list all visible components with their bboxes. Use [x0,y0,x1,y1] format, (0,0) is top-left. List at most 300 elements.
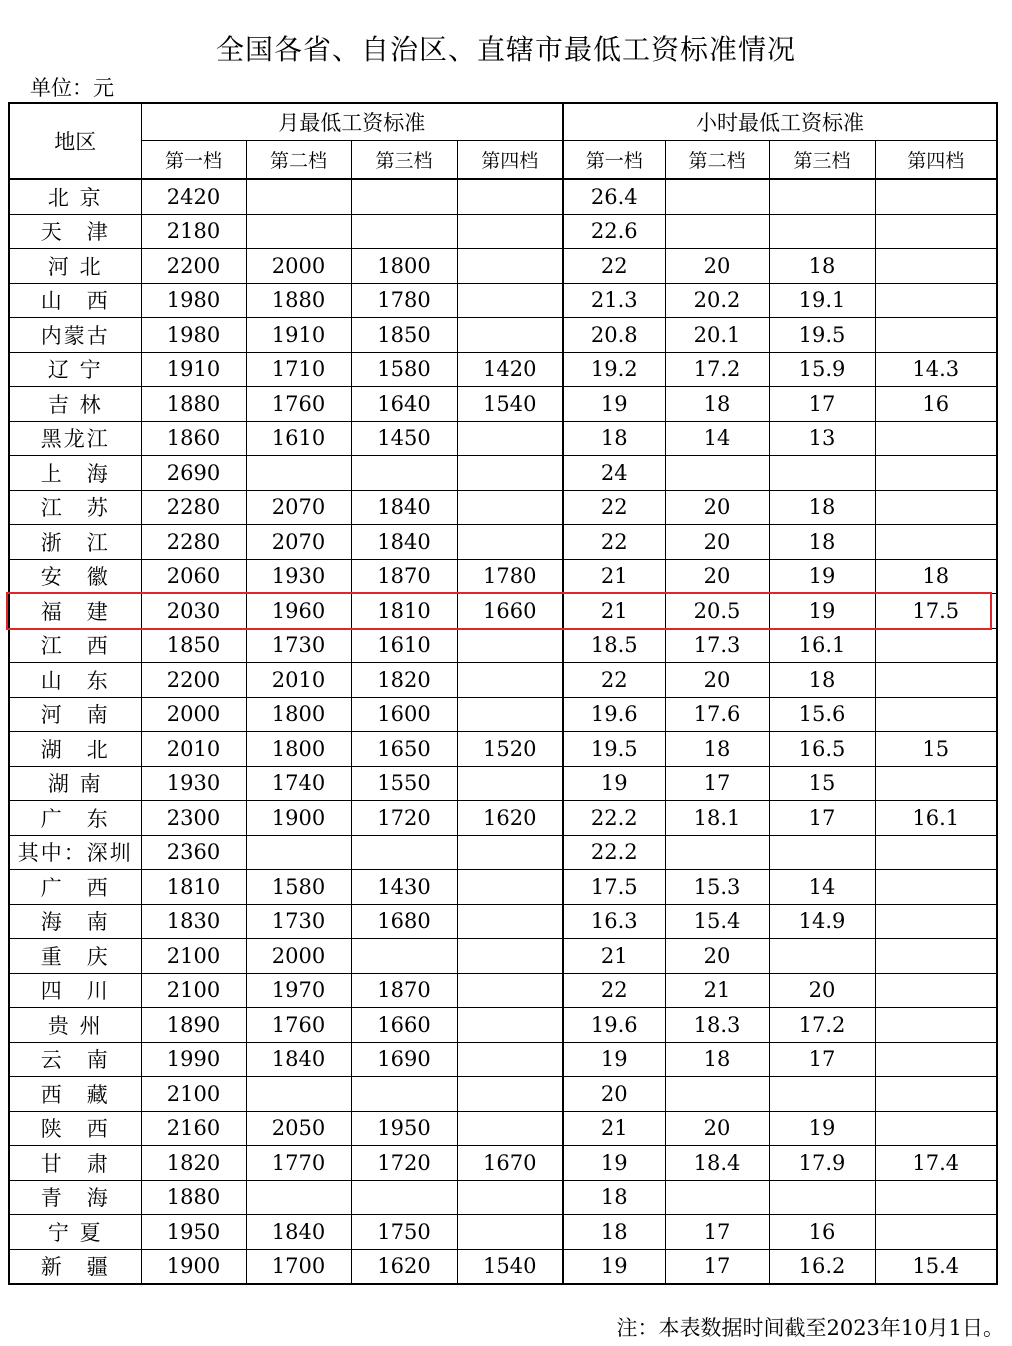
monthly-tier-4-cell [457,904,563,939]
hourly-tier-3-cell: 15 [769,766,875,801]
region-cell: 云 南 [9,1042,141,1077]
table-row [9,870,997,905]
region-cell: 宁 夏 [9,1215,141,1250]
monthly-tier-2-header: 第二档 [246,141,351,180]
hourly-tier-1-header: 第一档 [563,141,665,180]
hourly-tier-3-cell: 19.5 [769,318,875,353]
monthly-tier-3-cell: 1690 [351,1042,457,1077]
region-cell: 四 川 [9,973,141,1008]
hourly-tier-3-cell: 16.2 [769,1249,875,1284]
monthly-tier-1-cell: 1980 [141,283,246,318]
hourly-tier-2-cell [665,1180,769,1215]
hourly-tier-4-cell [875,249,997,284]
hourly-tier-3-cell: 20 [769,973,875,1008]
table-row [9,732,997,767]
monthly-tier-2-cell: 1770 [246,1146,351,1181]
region-cell: 青 海 [9,1180,141,1215]
monthly-tier-3-cell: 1850 [351,318,457,353]
hourly-tier-4-cell: 15 [875,732,997,767]
monthly-tier-3-cell [351,835,457,870]
hourly-tier-3-cell: 19 [769,559,875,594]
table-row [9,249,997,284]
monthly-tier-2-cell: 2050 [246,1111,351,1146]
hourly-tier-2-cell: 20 [665,525,769,560]
monthly-tier-4-cell [457,870,563,905]
hourly-tier-4-cell [875,1077,997,1112]
hourly-tier-1-cell: 19 [563,1042,665,1077]
hourly-tier-1-cell: 19.6 [563,697,665,732]
monthly-tier-4-cell: 1620 [457,801,563,836]
hourly-tier-1-cell: 21.3 [563,283,665,318]
hourly-tier-2-cell: 20 [665,249,769,284]
monthly-tier-1-cell: 2010 [141,732,246,767]
monthly-tier-2-cell: 1800 [246,732,351,767]
monthly-tier-1-cell: 2300 [141,801,246,836]
hourly-tier-3-cell: 13 [769,421,875,456]
hourly-tier-2-cell [665,1077,769,1112]
monthly-tier-4-cell [457,1111,563,1146]
monthly-tier-2-cell [246,1077,351,1112]
hourly-tier-1-cell: 21 [563,1111,665,1146]
monthly-tier-2-cell: 1930 [246,559,351,594]
region-cell: 北 京 [9,179,141,214]
region-cell: 安 徽 [9,559,141,594]
monthly-tier-1-cell: 1880 [141,387,246,422]
monthly-tier-3-header: 第三档 [351,141,457,180]
table-row [9,835,997,870]
monthly-tier-3-cell: 1870 [351,559,457,594]
hourly-group-header: 小时最低工资标准 [563,103,997,141]
monthly-tier-3-cell: 1870 [351,973,457,1008]
hourly-tier-2-cell: 18.3 [665,1008,769,1043]
monthly-tier-2-cell [246,835,351,870]
hourly-tier-3-cell: 14.9 [769,904,875,939]
monthly-tier-1-cell: 1980 [141,318,246,353]
region-cell: 山 东 [9,663,141,698]
monthly-tier-1-cell: 2420 [141,179,246,214]
hourly-tier-4-cell [875,1042,997,1077]
hourly-tier-4-cell [875,1111,997,1146]
hourly-tier-1-cell: 20.8 [563,318,665,353]
table-row [9,697,997,732]
hourly-tier-1-cell: 19.2 [563,352,665,387]
hourly-tier-1-cell: 19 [563,766,665,801]
monthly-tier-4-cell [457,973,563,1008]
hourly-tier-1-cell: 24 [563,456,665,491]
hourly-tier-2-cell: 20.2 [665,283,769,318]
hourly-tier-1-cell: 18.5 [563,628,665,663]
monthly-tier-4-cell [457,1180,563,1215]
hourly-tier-2-cell: 18.4 [665,1146,769,1181]
monthly-tier-2-cell [246,456,351,491]
monthly-tier-3-cell: 1720 [351,1146,457,1181]
hourly-tier-3-cell: 17.2 [769,1008,875,1043]
monthly-tier-2-cell: 1580 [246,870,351,905]
region-cell: 甘 肃 [9,1146,141,1181]
hourly-tier-2-cell: 18 [665,732,769,767]
monthly-tier-3-cell [351,1180,457,1215]
monthly-tier-3-cell: 1800 [351,249,457,284]
hourly-tier-4-cell [875,697,997,732]
monthly-tier-3-cell [351,939,457,974]
monthly-tier-3-cell: 1720 [351,801,457,836]
monthly-tier-4-cell [457,421,563,456]
monthly-tier-1-cell: 1900 [141,1249,246,1284]
monthly-tier-3-cell: 1620 [351,1249,457,1284]
monthly-tier-3-cell: 1580 [351,352,457,387]
monthly-tier-1-cell: 2200 [141,663,246,698]
hourly-tier-3-cell [769,179,875,214]
region-cell: 福 建 [9,594,141,629]
region-cell: 西 藏 [9,1077,141,1112]
monthly-tier-4-cell: 1540 [457,387,563,422]
hourly-tier-3-cell: 17.9 [769,1146,875,1181]
monthly-tier-4-cell [457,939,563,974]
hourly-tier-1-cell: 22.2 [563,835,665,870]
monthly-tier-3-cell: 1680 [351,904,457,939]
region-cell: 新 疆 [9,1249,141,1284]
hourly-tier-3-cell [769,456,875,491]
monthly-tier-1-cell: 1950 [141,1215,246,1250]
table-row [9,559,997,594]
monthly-tier-4-cell: 1520 [457,732,563,767]
table-row [9,387,997,422]
footnote: 注：本表数据时间截至2023年10月1日。 [616,1316,1004,1340]
hourly-tier-1-cell: 19.6 [563,1008,665,1043]
hourly-tier-4-cell [875,663,997,698]
hourly-tier-1-cell: 18 [563,1215,665,1250]
monthly-tier-3-cell: 1610 [351,628,457,663]
unit-label: 单位：元 [30,76,114,100]
hourly-tier-4-cell [875,835,997,870]
monthly-tier-4-cell: 1670 [457,1146,563,1181]
region-cell: 山 西 [9,283,141,318]
monthly-tier-2-cell: 1740 [246,766,351,801]
hourly-tier-2-cell: 21 [665,973,769,1008]
monthly-tier-4-cell [457,490,563,525]
hourly-tier-1-cell: 20 [563,1077,665,1112]
monthly-tier-1-cell: 2100 [141,973,246,1008]
monthly-tier-3-cell: 1600 [351,697,457,732]
monthly-tier-4-cell [457,628,563,663]
table-row [9,525,997,560]
hourly-tier-4-cell [875,179,997,214]
hourly-tier-3-cell: 15.9 [769,352,875,387]
table-row [9,1146,997,1181]
region-cell: 湖 南 [9,766,141,801]
hourly-tier-3-cell: 16.5 [769,732,875,767]
monthly-tier-2-cell: 1840 [246,1042,351,1077]
region-column-header: 地区 [9,103,141,179]
hourly-tier-2-cell [665,214,769,249]
monthly-tier-1-cell: 2060 [141,559,246,594]
hourly-tier-3-cell: 15.6 [769,697,875,732]
monthly-tier-3-cell [351,179,457,214]
hourly-tier-4-cell [875,1180,997,1215]
monthly-tier-3-cell: 1780 [351,283,457,318]
minimum-wage-table [8,102,998,1285]
monthly-tier-2-cell: 1730 [246,904,351,939]
monthly-tier-3-cell: 1650 [351,732,457,767]
hourly-tier-4-cell: 16 [875,387,997,422]
monthly-tier-1-cell: 1930 [141,766,246,801]
region-cell: 黑龙江 [9,421,141,456]
hourly-tier-4-cell [875,973,997,1008]
monthly-tier-3-cell: 1950 [351,1111,457,1146]
monthly-tier-1-cell: 2100 [141,1077,246,1112]
monthly-tier-2-cell: 1800 [246,697,351,732]
hourly-tier-4-cell [875,456,997,491]
monthly-tier-4-cell: 1780 [457,559,563,594]
monthly-tier-4-cell: 1660 [457,594,563,629]
monthly-tier-1-cell: 2360 [141,835,246,870]
monthly-tier-3-cell: 1550 [351,766,457,801]
hourly-tier-4-header: 第四档 [875,141,997,180]
table-row [9,594,997,629]
hourly-tier-4-cell [875,214,997,249]
hourly-tier-3-cell: 14 [769,870,875,905]
table-row [9,283,997,318]
hourly-tier-1-cell: 18 [563,1180,665,1215]
hourly-tier-4-cell: 16.1 [875,801,997,836]
table-row [9,352,997,387]
hourly-tier-2-cell: 15.3 [665,870,769,905]
hourly-tier-1-cell: 19 [563,1249,665,1284]
hourly-tier-2-cell: 20 [665,663,769,698]
region-cell: 陕 西 [9,1111,141,1146]
hourly-tier-4-cell [875,766,997,801]
hourly-tier-3-cell: 18 [769,525,875,560]
hourly-tier-1-cell: 19.5 [563,732,665,767]
region-cell: 吉 林 [9,387,141,422]
monthly-tier-2-cell: 1840 [246,1215,351,1250]
hourly-tier-3-cell [769,1180,875,1215]
monthly-tier-1-cell: 2160 [141,1111,246,1146]
hourly-tier-2-cell: 20.5 [665,594,769,629]
hourly-tier-2-cell: 20 [665,490,769,525]
table-row [9,904,997,939]
monthly-tier-3-cell: 1450 [351,421,457,456]
table-row [9,973,997,1008]
hourly-tier-4-cell [875,525,997,560]
hourly-tier-2-cell: 20 [665,939,769,974]
hourly-tier-1-cell: 22.6 [563,214,665,249]
monthly-tier-1-cell: 2280 [141,490,246,525]
region-cell: 重 庆 [9,939,141,974]
monthly-tier-4-cell [457,835,563,870]
region-cell: 广 东 [9,801,141,836]
region-cell: 海 南 [9,904,141,939]
monthly-tier-1-cell: 2180 [141,214,246,249]
monthly-tier-2-cell: 1700 [246,1249,351,1284]
monthly-tier-2-cell: 1880 [246,283,351,318]
monthly-tier-1-cell: 1880 [141,1180,246,1215]
hourly-tier-4-cell [875,421,997,456]
hourly-tier-1-cell: 18 [563,421,665,456]
monthly-tier-1-cell: 1810 [141,870,246,905]
hourly-tier-1-cell: 22 [563,490,665,525]
hourly-tier-1-cell: 22 [563,249,665,284]
hourly-tier-1-cell: 19 [563,1146,665,1181]
hourly-tier-2-cell [665,835,769,870]
monthly-tier-4-cell [457,179,563,214]
monthly-group-header: 月最低工资标准 [141,103,563,141]
hourly-tier-4-cell [875,939,997,974]
monthly-tier-2-cell: 1970 [246,973,351,1008]
hourly-tier-1-cell: 22 [563,525,665,560]
region-cell: 天 津 [9,214,141,249]
hourly-tier-4-cell: 18 [875,559,997,594]
hourly-tier-4-cell: 17.4 [875,1146,997,1181]
monthly-tier-3-cell: 1810 [351,594,457,629]
hourly-tier-4-cell [875,870,997,905]
hourly-tier-4-cell: 15.4 [875,1249,997,1284]
monthly-tier-4-cell [457,766,563,801]
table-row [9,628,997,663]
monthly-tier-1-cell: 1990 [141,1042,246,1077]
region-cell: 上 海 [9,456,141,491]
monthly-tier-4-cell [457,1215,563,1250]
table-row [9,1042,997,1077]
hourly-tier-3-header: 第三档 [769,141,875,180]
hourly-tier-2-cell: 17 [665,766,769,801]
table-row [9,1077,997,1112]
monthly-tier-3-cell: 1640 [351,387,457,422]
monthly-tier-4-cell [457,283,563,318]
monthly-tier-3-cell: 1750 [351,1215,457,1250]
hourly-tier-2-cell: 17.3 [665,628,769,663]
hourly-tier-1-cell: 22 [563,663,665,698]
region-cell: 江 西 [9,628,141,663]
table-row [9,1008,997,1043]
monthly-tier-1-cell: 2690 [141,456,246,491]
hourly-tier-2-cell: 17 [665,1215,769,1250]
monthly-tier-3-cell: 1840 [351,525,457,560]
monthly-tier-4-cell [457,456,563,491]
region-cell: 内蒙古 [9,318,141,353]
monthly-tier-1-cell: 1830 [141,904,246,939]
hourly-tier-3-cell: 19 [769,594,875,629]
monthly-tier-3-cell: 1430 [351,870,457,905]
monthly-tier-2-cell: 1760 [246,387,351,422]
table-row [9,663,997,698]
hourly-tier-2-cell [665,456,769,491]
region-cell: 其中：深圳 [9,835,141,870]
hourly-tier-4-cell [875,1008,997,1043]
hourly-tier-4-cell [875,904,997,939]
hourly-tier-1-cell: 26.4 [563,179,665,214]
hourly-tier-3-cell: 17 [769,1042,875,1077]
table-row [9,456,997,491]
hourly-tier-2-cell: 18 [665,1042,769,1077]
monthly-tier-4-cell: 1420 [457,352,563,387]
monthly-tier-4-cell [457,1042,563,1077]
monthly-tier-2-cell: 1910 [246,318,351,353]
hourly-tier-1-cell: 22 [563,973,665,1008]
monthly-tier-4-cell [457,318,563,353]
hourly-tier-2-cell: 15.4 [665,904,769,939]
monthly-tier-4-cell [457,1077,563,1112]
region-cell: 河 北 [9,249,141,284]
monthly-tier-4-cell [457,697,563,732]
region-cell: 湖 北 [9,732,141,767]
monthly-tier-1-cell: 2000 [141,697,246,732]
table-row [9,939,997,974]
hourly-tier-4-cell: 17.5 [875,594,997,629]
hourly-tier-2-cell: 18 [665,387,769,422]
monthly-tier-2-cell: 1900 [246,801,351,836]
hourly-tier-3-cell [769,939,875,974]
monthly-tier-3-cell [351,214,457,249]
hourly-tier-3-cell: 19 [769,1111,875,1146]
monthly-tier-4-header: 第四档 [457,141,563,180]
monthly-tier-4-cell [457,525,563,560]
hourly-tier-1-cell: 16.3 [563,904,665,939]
hourly-tier-4-cell [875,628,997,663]
monthly-tier-3-cell [351,456,457,491]
table-row [9,1215,997,1250]
hourly-tier-3-cell: 16 [769,1215,875,1250]
monthly-tier-2-cell [246,1180,351,1215]
hourly-tier-4-cell [875,318,997,353]
page-title: 全国各省、自治区、直辖市最低工资标准情况 [215,33,796,66]
table-row [9,801,997,836]
monthly-tier-2-cell [246,214,351,249]
monthly-tier-1-cell: 1850 [141,628,246,663]
hourly-tier-1-cell: 22.2 [563,801,665,836]
hourly-tier-2-cell [665,179,769,214]
hourly-tier-2-cell: 18.1 [665,801,769,836]
table-row [9,490,997,525]
monthly-tier-4-cell [457,663,563,698]
monthly-tier-1-cell: 2030 [141,594,246,629]
region-cell: 河 南 [9,697,141,732]
hourly-tier-3-cell: 17 [769,801,875,836]
monthly-tier-2-cell: 2000 [246,939,351,974]
hourly-tier-4-cell: 14.3 [875,352,997,387]
monthly-tier-1-cell: 2200 [141,249,246,284]
monthly-tier-1-header: 第一档 [141,141,246,180]
monthly-tier-1-cell: 1910 [141,352,246,387]
monthly-tier-3-cell: 1840 [351,490,457,525]
hourly-tier-3-cell [769,835,875,870]
hourly-tier-1-cell: 21 [563,594,665,629]
hourly-tier-2-header: 第二档 [665,141,769,180]
hourly-tier-3-cell: 16.1 [769,628,875,663]
hourly-tier-4-cell [875,1215,997,1250]
monthly-tier-1-cell: 1890 [141,1008,246,1043]
hourly-tier-1-cell: 21 [563,939,665,974]
hourly-tier-2-cell: 20 [665,559,769,594]
monthly-tier-2-cell: 2000 [246,249,351,284]
region-cell: 江 苏 [9,490,141,525]
hourly-tier-3-cell: 19.1 [769,283,875,318]
monthly-tier-2-cell: 2070 [246,525,351,560]
hourly-tier-2-cell: 17 [665,1249,769,1284]
region-cell: 浙 江 [9,525,141,560]
hourly-tier-2-cell: 14 [665,421,769,456]
monthly-tier-3-cell [351,1077,457,1112]
monthly-tier-2-cell: 1730 [246,628,351,663]
hourly-tier-1-cell: 19 [563,387,665,422]
hourly-tier-3-cell: 18 [769,249,875,284]
monthly-tier-3-cell: 1660 [351,1008,457,1043]
monthly-tier-4-cell [457,249,563,284]
monthly-tier-1-cell: 2100 [141,939,246,974]
hourly-tier-2-cell: 17.6 [665,697,769,732]
table-row [9,766,997,801]
monthly-tier-4-cell [457,214,563,249]
